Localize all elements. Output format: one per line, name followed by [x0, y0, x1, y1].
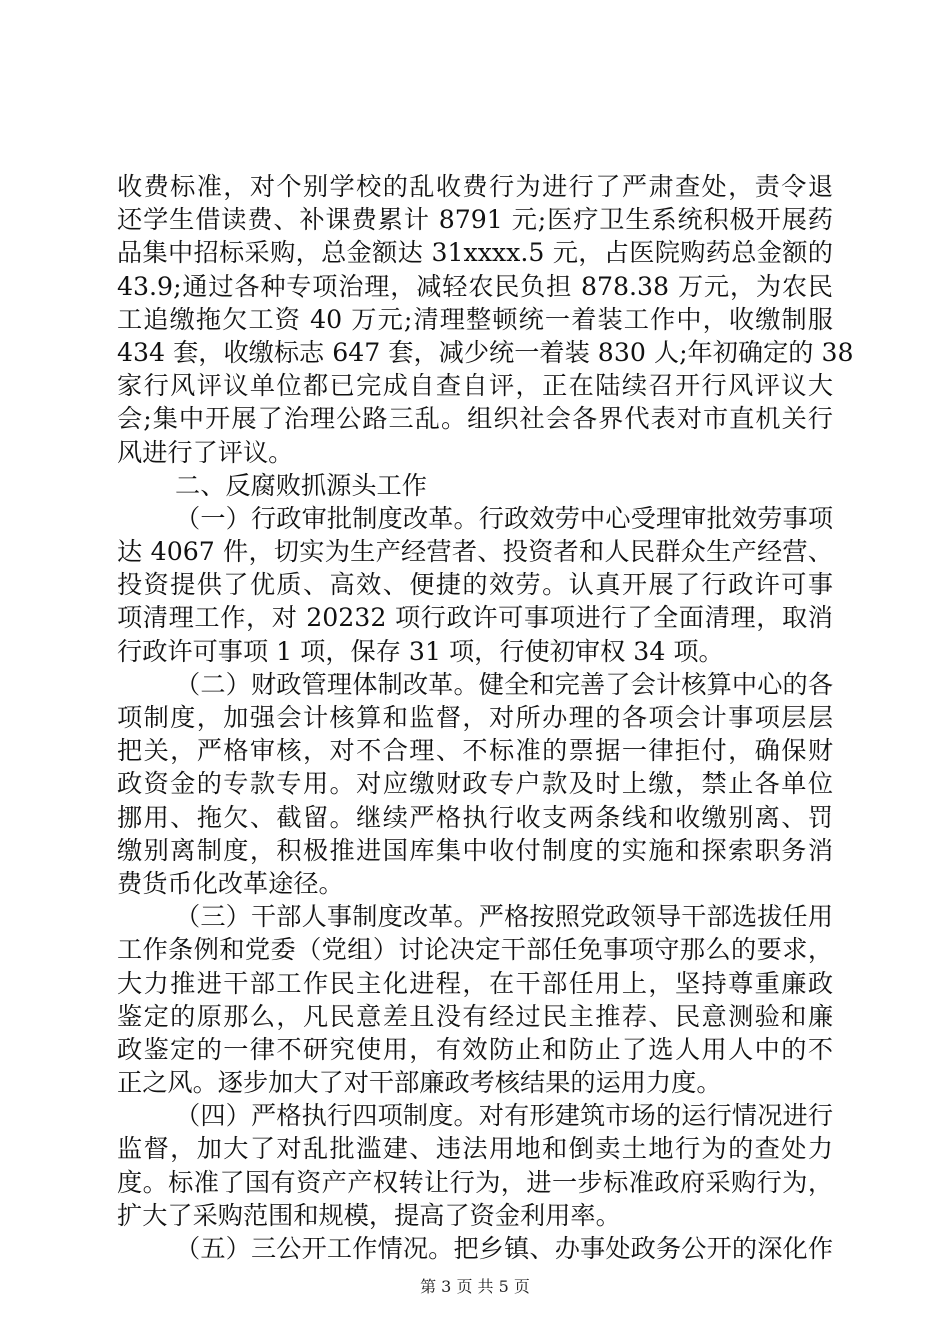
text-line: 达 4067 件，切实为生产经营者、投资者和人民群众生产经营、 [117, 537, 833, 567]
section-heading [117, 469, 833, 502]
text-line: 风进行了评议。 [117, 437, 294, 467]
text-line: （四）严格执行四项制度。对有形建筑市场的运行情况进行 [175, 1101, 833, 1131]
paragraph-four-systems [117, 1099, 833, 1232]
text-line: 还学生借读费、补课费累计 8791 元;医疗卫生系统积极开展药 [117, 205, 833, 235]
text-line: 投资提供了优质、高效、便捷的效劳。认真开展了行政许可事 [117, 570, 833, 600]
text-line: （二）财政管理体制改革。健全和完善了会计核算中心的各 [175, 669, 833, 699]
text-line: 鉴定的原那么，凡民意差且没有经过民主推荐、民意测验和廉 [117, 1001, 833, 1031]
text-line: 工作条例和党委（党组）讨论决定干部任免事项守那么的要求， [117, 935, 833, 965]
text-line: 缴别离制度，积极推进国库集中收付制度的实施和探索职务消 [117, 835, 833, 865]
text-line: （五）三公开工作情况。把乡镇、办事处政务公开的深化作 [175, 1234, 833, 1263]
paragraph-personnel-reform [117, 900, 833, 1099]
text-line: （一）行政审批制度改革。行政效劳中心受理审批效劳事项 [175, 503, 833, 533]
paragraph-administrative-approval [117, 502, 833, 668]
page-number-footer: 第 3 页 共 5 页 [420, 1277, 530, 1296]
text-line: 把关，严格审核，对不合理、不标准的票据一律拒付，确保财 [117, 736, 833, 766]
text-line: 项制度，加强会计核算和监督，对所办理的各项会计事项层层 [117, 703, 833, 732]
paragraph-continuation [117, 170, 854, 469]
paragraph-fiscal-reform [117, 668, 833, 900]
text-line: 政鉴定的一律不研究使用，有效防止和防止了选人用人中的不 [117, 1034, 833, 1064]
text-line: 挪用、拖欠、截留。继续严格执行收支两条线和收缴别离、罚 [117, 802, 833, 832]
text-line: 项清理工作，对 20232 项行政许可事项进行了全面清理，取消 [117, 603, 833, 633]
text-line: 家行风评议单位都已完成自查自评，正在陆续召开行风评议大 [117, 371, 833, 401]
text-line: 工追缴拖欠工资 40 万元;清理整顿统一着装工作中，收缴制服 [117, 304, 833, 334]
text-line: 43.9;通过各种专项治理，减轻农民负担 878.38 万元，为农民 [117, 271, 833, 301]
text-line: 正之风。逐步加大了对干部廉政考核结果的运用力度。 [117, 1068, 722, 1098]
text-line: 监督，加大了对乱批滥建、违法用地和倒卖土地行为的查处力 [117, 1134, 833, 1164]
paragraph-three-openness [117, 1232, 833, 1265]
text-line: 费货币化改革途径。 [117, 868, 344, 898]
section-heading-text: 二、反腐败抓源头工作 [175, 470, 427, 500]
text-line: 434 套，收缴标志 647 套，减少统一着装 830 人;年初确定的 38 [117, 337, 854, 367]
text-line: 大力推进干部工作民主化进程，在干部任用上，坚持尊重廉政 [117, 968, 833, 998]
text-line: 度。标准了国有资产产权转让行为，进一步标准政府采购行为， [117, 1167, 833, 1197]
text-line: 政资金的专款专用。对应缴财政专户款及时上缴，禁止各单位 [117, 769, 833, 799]
text-line: 行政许可事项 1 项，保存 31 项，行使初审权 34 项。 [117, 636, 724, 666]
text-line: 品集中招标采购，总金额达 31xxxx.5 元，占医院购药总金额的 [117, 238, 833, 268]
text-line: 会;集中开展了治理公路三乱。组织社会各界代表对市直机关行 [117, 404, 833, 434]
text-line: （三）干部人事制度改革。严格按照党政领导干部选拔任用 [175, 902, 833, 932]
text-line: 收费标准，对个别学校的乱收费行为进行了严肃查处，责令退 [117, 172, 833, 201]
text-line: 扩大了采购范围和规模，提高了资金利用率。 [117, 1200, 621, 1230]
document-body [117, 170, 854, 1265]
